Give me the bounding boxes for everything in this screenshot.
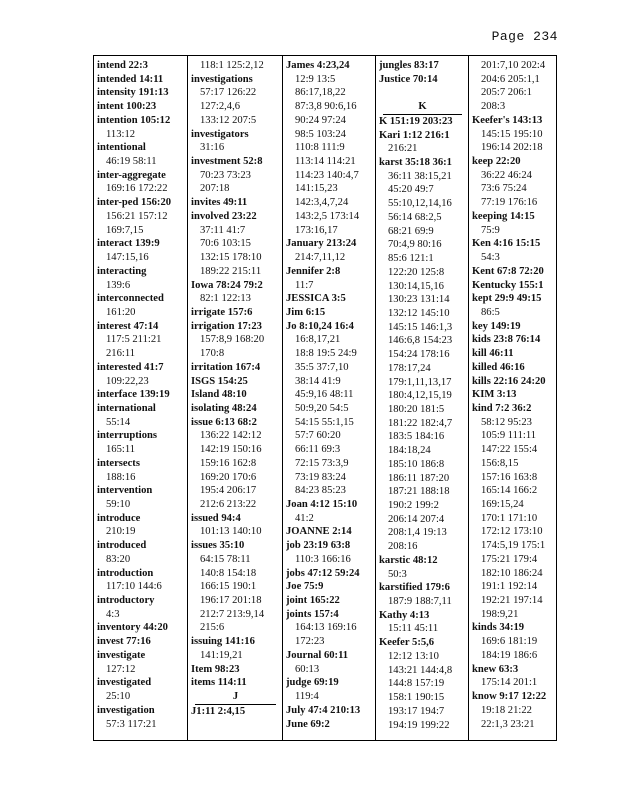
index-reference: 77:19 176:16 [481,197,538,209]
index-headword: introduced [97,540,147,552]
index-reference: 85:6 121:1 [388,253,434,265]
index-headword: introduction [97,567,154,579]
index-reference: 56:14 68:2,5 [388,211,442,223]
index-reference: 169:20 170:6 [200,471,257,483]
index-reference: 73:19 83:24 [295,471,346,483]
index-headword: intentional [97,142,146,154]
index-reference: 75:9 [481,224,500,236]
page-number: Page 234 [491,29,558,44]
index-headword: investigators [191,128,249,140]
index-reference: 180:20 181:5 [388,403,445,415]
index-headword: invites 49:11 [191,197,248,209]
index-reference: 172:12 173:10 [481,526,543,538]
index-reference: 82:1 122:13 [200,293,251,305]
index-headword: killed 46:16 [472,361,525,373]
index-headword: joints 157:4 [286,608,339,620]
index-reference: 140:8 154:18 [200,567,257,579]
index-headword: interest 47:14 [97,320,159,332]
index-reference: 12:12 13:10 [388,650,439,662]
index-headword: Ken 4:16 15:15 [472,238,541,250]
index-reference: 145:15 146:1,3 [388,321,453,333]
index-reference: 196:17 201:18 [200,595,262,607]
index-reference: 11:7 [295,279,314,291]
index-reference: 84:23 85:23 [295,485,346,497]
index-headword: Kari 1:12 216:1 [379,129,450,141]
index-reference: 143:2,5 173:14 [295,210,360,222]
index-headword: introduce [97,512,141,524]
index-reference: 175:21 179:4 [481,553,538,565]
index-reference: 207:18 [200,183,230,195]
index-reference: 45:9,16 48:11 [295,389,354,401]
index-reference: 196:14 202:18 [481,142,543,154]
index-headword: kept 29:9 49:15 [472,293,542,305]
index-reference: 127:2,4,6 [200,101,241,113]
index-headword: know 9:17 12:22 [472,691,547,703]
index-headword: intention 105:12 [97,114,171,126]
index-column-5 [469,56,556,740]
index-headword: inter-ped 156:20 [97,197,172,209]
index-reference: 169:7,15 [106,224,144,236]
index-headword: Justice 70:14 [379,73,438,85]
index-headword: K 151:19 203:23 [379,115,453,127]
index-reference: 130:23 131:14 [388,294,450,306]
index-headword: Joe 75:9 [286,581,324,593]
index-reference: 70:4,9 80:16 [388,239,442,251]
index-headword: Kentucky 155:1 [472,279,544,291]
index-headword: July 47:4 210:13 [286,704,361,716]
index-reference: 216:21 [388,143,418,155]
index-headword: irrigation 17:23 [191,320,262,332]
index-reference: 37:11 41:7 [200,224,246,236]
index-reference: 186:11 187:20 [388,472,450,484]
index-reference: 208:16 [388,541,418,553]
index-headword: intersects [97,457,140,469]
index-reference: 22:1,3 23:21 [481,718,535,730]
index-headword: J1:11 2:4,15 [191,705,246,717]
index-headword: KIM 3:13 [472,389,517,401]
index-headword: intensity 191:13 [97,87,169,99]
index-reference: 46:19 58:11 [106,156,157,168]
index-reference: 208:3 [481,101,506,113]
index-reference: 158:1 190:15 [388,692,445,704]
index-headword: investigation [97,704,155,716]
index-reference: 173:16,17 [295,224,338,236]
index-headword: ISGS 154:25 [191,375,248,387]
index-headword: items 114:11 [191,677,247,689]
index-headword: karst 35:18 36:1 [379,157,452,169]
index-headword: Keefer 5:5,6 [379,637,435,649]
index-reference: 36:22 46:24 [481,169,532,181]
index-reference: 15:11 45:11 [388,623,439,635]
index-reference: 130:14,15,16 [388,280,444,292]
index-headword: intended 14:11 [97,73,164,85]
index-reference: 187:21 188:18 [388,486,450,498]
index-headword: introductory [97,595,155,607]
index-reference: 170:8 [200,348,225,360]
index-reference: 175:14 201:1 [481,677,538,689]
index-reference: 114:23 140:4,7 [295,169,359,181]
index-headword: inventory 44:20 [97,622,168,634]
index-reference: 147:15,16 [106,252,149,264]
index-reference: 109:22,23 [106,375,149,387]
index-reference: 201:7,10 202:4 [481,60,546,71]
index-reference: 59:10 [106,499,131,510]
index-reference: 31:16 [200,142,225,154]
index-headword: issue 6:13 68:2 [191,416,257,428]
index-headword: involved 23:22 [191,210,257,222]
index-reference: 57:7 60:20 [295,430,341,442]
index-headword: Jim 6:15 [286,306,326,318]
index-headword: Joan 4:12 15:10 [286,499,358,510]
index-headword: joint 165:22 [286,595,340,607]
index-reference: 198:9,21 [481,608,519,620]
index-reference: 194:19 199:22 [388,719,450,731]
index-reference: 50:9,20 54:5 [295,402,349,414]
index-reference: 25:10 [106,691,131,703]
index-reference: 87:3,8 90:6,16 [295,101,357,113]
index-reference: 157:8,9 168:20 [200,334,265,346]
index-reference: 191:1 192:14 [481,581,538,593]
index-headword: Kathy 4:13 [379,609,430,621]
section-letter-header: J [195,690,276,705]
index-reference: 16:8,17,21 [295,334,341,346]
index-headword: investigations [191,73,253,85]
index-column-1 [94,56,188,740]
index-headword: issuing 141:16 [191,636,255,648]
index-reference: 60:13 [295,663,320,675]
index-reference: 143:21 144:4,8 [388,664,453,676]
index-column-2 [188,56,283,740]
index-reference: 132:15 178:10 [200,252,262,264]
index-reference: 55:14 [106,416,131,428]
index-headword: jobs 47:12 59:24 [286,567,360,579]
index-headword: Item 98:23 [191,663,240,675]
index-reference: 170:1 171:10 [481,512,538,524]
index-headword: inter-aggregate [97,169,166,181]
index-reference: 208:1,4 19:13 [388,527,447,539]
index-reference: 188:16 [106,471,136,483]
index-reference: 192:21 197:14 [481,595,543,607]
index-reference: 180:4,12,15,19 [388,390,452,402]
index-headword: Kent 67:8 72:20 [472,265,544,277]
index-reference: 73:6 75:24 [481,183,527,195]
index-reference: 216:11 [106,348,136,360]
index-reference: 41:2 [295,512,314,524]
index-reference: 172:23 [295,636,325,648]
index-headword: James 4:23,24 [286,60,350,71]
index-reference: 214:7,11,12 [295,252,346,264]
index-reference: 54:15 55:1,15 [295,416,354,428]
index-reference: 117:10 144:6 [106,581,162,593]
index-reference: 178:17,24 [388,362,431,374]
index-headword: job 23:19 63:8 [286,540,351,552]
section-letter-header: K [383,100,462,115]
index-headword: investigated [97,677,152,689]
index-reference: 154:24 178:16 [388,349,450,361]
index-reference: 169:16 172:22 [106,183,168,195]
index-reference: 86:5 [481,306,500,318]
index-reference: 145:15 195:10 [481,128,543,140]
index-reference: 182:10 186:24 [481,567,543,579]
index-reference: 110:3 166:16 [295,553,351,565]
index-reference: 19:18 21:22 [481,704,532,716]
index-reference: 141:15,23 [295,183,338,195]
index-reference: 159:16 162:8 [200,457,257,469]
index-reference: 157:16 163:8 [481,471,538,483]
index-reference: 165:14 166:2 [481,485,538,497]
index-reference: 36:11 38:15,21 [388,170,452,182]
index-reference: 184:19 186:6 [481,649,538,661]
index-reference: 54:3 [481,252,500,264]
index-reference: 119:4 [295,691,319,703]
index-reference: 113:14 114:21 [295,156,356,168]
index-reference: 35:5 37:7,10 [295,361,349,373]
index-headword: JESSICA 3:5 [286,293,346,305]
index-reference: 212:6 213:22 [200,499,257,510]
index-headword: issued 94:4 [191,512,241,524]
index-reference: 169:15,24 [481,499,524,510]
index-reference: 117:5 211:21 [106,334,162,346]
index-reference: 57:3 117:21 [106,718,157,730]
index-reference [379,86,466,100]
index-reference: 205:7 206:1 [481,87,532,99]
index-headword: interacting [97,265,147,277]
index-reference: 189:22 215:11 [200,265,262,277]
index-reference: 195:4 206:17 [200,485,257,497]
index-reference: 210:19 [106,526,136,538]
index-reference: 68:21 69:9 [388,225,434,237]
index-column-3 [283,56,376,740]
index-reference: 66:11 69:3 [295,444,341,456]
index-headword: international [97,402,156,414]
index-reference: 206:14 207:4 [388,513,445,525]
index-reference: 110:8 111:9 [295,142,345,154]
index-reference: 166:15 190:1 [200,581,257,593]
index-headword: kids 23:8 76:14 [472,334,541,346]
index-reference: 179:1,11,13,17 [388,376,452,388]
index-reference: 156:8,15 [481,457,519,469]
index-reference: 144:8 157:19 [388,678,445,690]
index-reference: 190:2 199:2 [388,500,439,511]
index-reference: 132:12 145:10 [388,307,450,319]
index-headword: keeping 14:15 [472,210,535,222]
index-headword: isolating 48:24 [191,402,257,414]
index-reference: 83:20 [106,553,131,565]
index-reference: 147:22 155:4 [481,444,538,456]
index-reference: 142:19 150:16 [200,444,262,456]
index-reference: 146:6,8 154:23 [388,335,453,347]
index-headword: irrigate 157:6 [191,306,253,318]
index-headword: kills 22:16 24:20 [472,375,546,387]
index-reference: 118:1 125:2,12 [200,60,264,71]
index-reference: 215:6 [200,622,225,634]
index-reference: 183:5 184:16 [388,431,445,443]
index-headword: June 69:2 [286,718,330,730]
index-headword: interface 139:19 [97,389,170,401]
index-reference: 161:20 [106,306,136,318]
index-headword: Island 48:10 [191,389,247,401]
index-headword: interested 41:7 [97,361,164,373]
index-reference: 70:23 73:23 [200,169,251,181]
index-reference: 141:19,21 [200,649,243,661]
index-reference: 55:10,12,14,16 [388,198,452,210]
index-column-4 [376,56,469,740]
index-reference: 18:8 19:5 24:9 [295,348,357,360]
index-reference: 193:17 194:7 [388,705,445,717]
index-reference: 181:22 182:4,7 [388,417,453,429]
index-reference: 38:14 41:9 [295,375,341,387]
index-reference: 185:10 186:8 [388,458,445,470]
index-headword: invest 77:16 [97,636,151,648]
index-reference: 72:15 73:3,9 [295,457,349,469]
index-reference: 57:17 126:22 [200,87,257,99]
index-headword: karstic 48:12 [379,554,438,566]
index-reference: 101:13 140:10 [200,526,262,538]
index-headword: kind 7:2 36:2 [472,402,532,414]
index-reference: 50:3 [388,568,407,580]
index-reference: 127:12 [106,663,136,675]
index-headword: Journal 60:11 [286,649,349,661]
index-reference: 70:6 103:15 [200,238,251,250]
index-reference: 58:12 95:23 [481,416,532,428]
index-reference: 98:5 103:24 [295,128,346,140]
index-headword: interconnected [97,293,164,305]
index-reference: 64:15 78:11 [200,553,251,565]
index-reference: 105:9 111:11 [481,430,537,442]
index-headword: keep 22:20 [472,156,521,168]
index-headword: intend 22:3 [97,60,148,71]
index-headword: investment 52:8 [191,156,263,168]
index-headword: interact 139:9 [97,238,160,250]
index-headword: jungles 83:17 [379,60,439,71]
index-reference: 204:6 205:1,1 [481,73,540,85]
index-headword: intent 100:23 [97,101,157,113]
index-reference: 156:21 157:12 [106,210,168,222]
index-headword: interruptions [97,430,158,442]
index-headword: irritation 167:4 [191,361,261,373]
index-reference: 12:9 13:5 [295,73,336,85]
index-reference: 169:6 181:19 [481,636,538,648]
index-headword: Keefer's 143:13 [472,114,543,126]
index-headword: January 213:24 [286,238,357,250]
index-reference: 113:12 [106,128,136,140]
index-reference: 174:5,19 175:1 [481,540,546,552]
index-reference: 139:6 [106,279,131,291]
index-reference: 86:17,18,22 [295,87,346,99]
index-reference: 164:13 169:16 [295,622,357,634]
index-reference: 136:22 142:12 [200,430,262,442]
index-headword: kill 46:11 [472,348,514,360]
index-headword: judge 69:19 [286,677,339,689]
index-reference: 187:9 188:7,11 [388,596,452,608]
index-table [93,55,557,741]
index-reference: 142:3,4,7,24 [295,197,349,209]
index-reference: 45:20 49:7 [388,184,434,196]
index-headword: knew 63:3 [472,663,519,675]
index-reference: 184:18,24 [388,445,431,457]
index-headword: investigate [97,649,146,661]
index-reference: 212:7 213:9,14 [200,608,265,620]
index-headword: Jennifer 2:8 [286,265,341,277]
index-headword: Jo 8:10,24 16:4 [286,320,354,332]
index-headword: issues 35:10 [191,540,245,552]
index-headword: intervention [97,485,153,497]
index-headword: karstified 179:6 [379,582,450,594]
index-headword: kinds 34:19 [472,622,525,634]
index-reference: 4:3 [106,608,120,620]
index-reference: 90:24 97:24 [295,114,346,126]
index-headword: key 149:19 [472,320,521,332]
index-headword: Iowa 78:24 79:2 [191,279,263,291]
index-reference: 122:20 125:8 [388,266,445,278]
index-reference: 133:12 207:5 [200,114,257,126]
index-headword: JOANNE 2:14 [286,526,352,538]
index-reference: 165:11 [106,444,136,456]
